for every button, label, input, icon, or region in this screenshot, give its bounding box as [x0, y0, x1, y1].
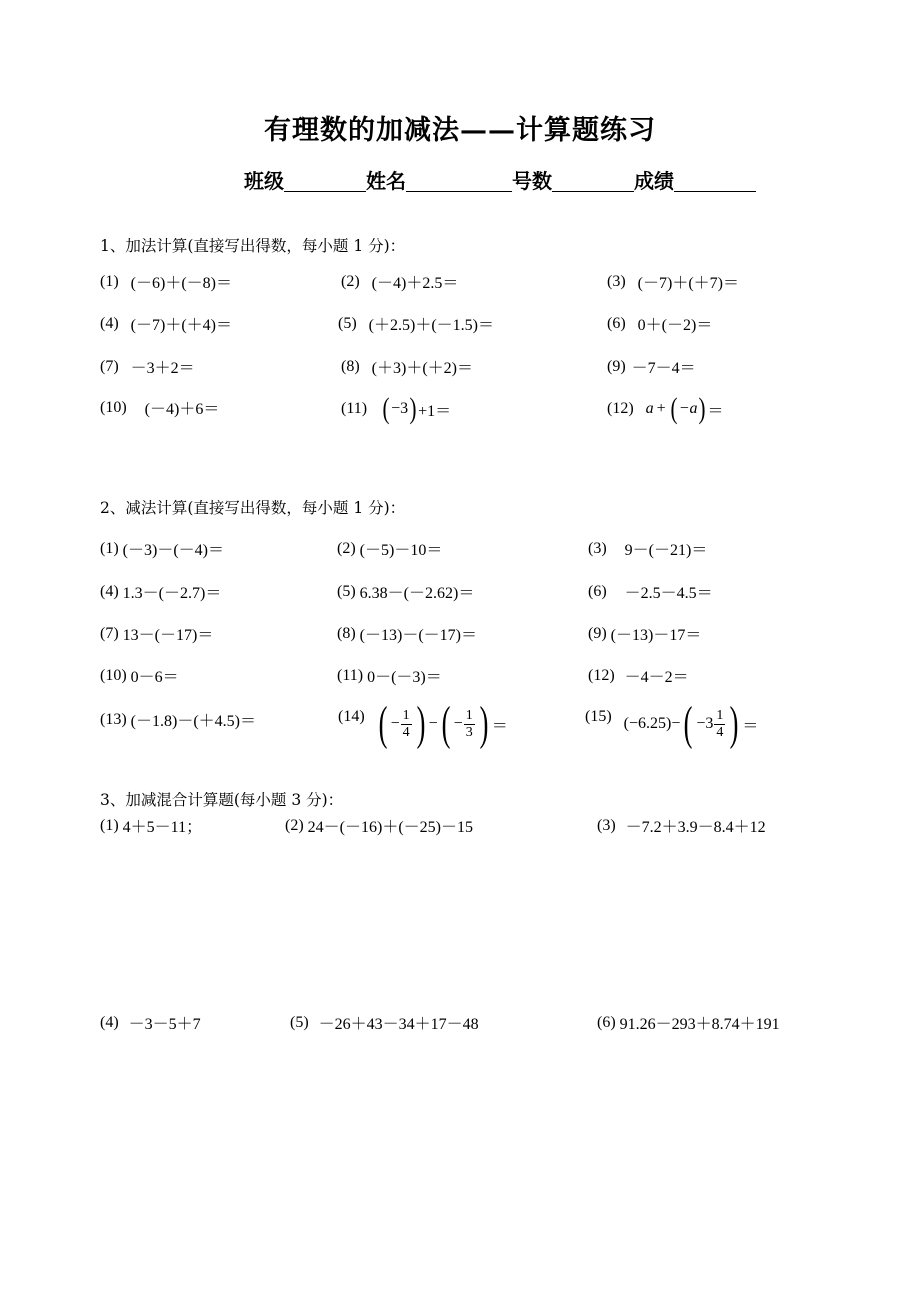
number-label: 号数 — [512, 169, 552, 193]
problem-3-2: (2) 24－(－16)＋(－25)－15 — [285, 816, 473, 836]
problem-2-1: (1) (－3)－(－4)＝ — [100, 539, 224, 559]
name-blank[interactable] — [406, 171, 512, 192]
problem-1-1: (1) (－6)＋(－8)＝ — [100, 272, 232, 292]
problem-2-5: (5) 6.38－(－2.62)＝ — [337, 582, 475, 602]
problem-1-12: (12) a + ( −a ) ＝ — [607, 392, 724, 425]
page-title: 有理数的加减法——计算题练习 — [264, 115, 656, 146]
problem-1-3: (3) (－7)＋(＋7)＝ — [607, 272, 739, 292]
problem-2-10: (10) 0－6＝ — [100, 666, 179, 686]
score-blank[interactable] — [674, 171, 756, 192]
student-info-line — [244, 165, 756, 194]
number-blank[interactable] — [552, 171, 634, 192]
problem-2-9: (9) (－13)－17＝ — [588, 624, 702, 644]
problem-1-9: (9) －7－4＝ — [607, 357, 696, 377]
problem-2-12: (12) －4－2＝ — [588, 666, 689, 686]
score-label: 成绩 — [634, 169, 674, 193]
problem-3-4: (4) －3－5＋7 — [100, 1013, 201, 1033]
problem-2-3: (3) 9－(－21)＝ — [588, 539, 708, 559]
problem-2-7: (7) 13－(－17)＝ — [100, 624, 214, 644]
problem-1-7: (7) －3＋2＝ — [100, 357, 195, 377]
problem-2-6: (6) －2.5－4.5＝ — [588, 582, 713, 602]
problem-3-5: (5) －26＋43－34＋17－48 — [290, 1013, 479, 1033]
problem-3-3: (3) －7.2＋3.9－8.4＋12 — [597, 816, 766, 836]
problem-1-6: (6) 0＋(－2)＝ — [607, 314, 713, 334]
fraction-one-quarter: $\frac{1}{4}$ — [402, 708, 410, 740]
section2-heading: 2、减法计算(直接写出得数，每小题 1 分)： — [100, 499, 406, 517]
problem-3-1: (1) 4＋5－11； — [100, 816, 203, 836]
class-label: 班级 — [244, 169, 284, 193]
problem-3-6: (6) 91.26－293＋8.74＋191 — [597, 1013, 780, 1033]
class-blank[interactable] — [284, 171, 366, 192]
fraction-one-quarter-mixed: $\frac{1}{4}$ — [716, 708, 724, 740]
problem-2-8: (8) (－13)－(－17)＝ — [337, 624, 477, 644]
problem-1-5: (5) (＋2.5)＋(－1.5)＝ — [338, 314, 494, 334]
section1-heading: 1、加法计算(直接写出得数，每小题 1 分)： — [100, 237, 406, 255]
problem-2-11: (11) 0－(－3)＝ — [337, 666, 442, 686]
name-label: 姓名 — [366, 169, 406, 193]
problem-2-13: (13) (－1.8)－(＋4.5)＝ — [100, 710, 256, 730]
problem-2-14: (14) ( − $\frac{1}{4}$ ) − ( − $\frac{1}{3}$ ) ＝ — [338, 697, 508, 750]
problem-2-2: (2) (－5)－10＝ — [337, 539, 443, 559]
problem-1-10: (10) (－4)＋6＝ — [100, 398, 220, 418]
fraction-one-third: $\frac{1}{3}$ — [465, 708, 473, 740]
problem-2-15: (15) (−6.25)− ( − 3 $\frac{1}{4}$ ) ＝ — [585, 697, 759, 750]
problem-1-11: (11) ( −3 ) +1＝ — [341, 392, 452, 425]
problem-1-8: (8) (＋3)＋(＋2)＝ — [341, 357, 473, 377]
problem-1-4: (4) (－7)＋(＋4)＝ — [100, 314, 232, 334]
section3-heading: 3、加减混合计算题(每小题 3 分)： — [100, 791, 344, 809]
problem-2-4: (4) 1.3－(－2.7)＝ — [100, 582, 222, 602]
problem-1-2: (2) (－4)＋2.5＝ — [341, 272, 459, 292]
